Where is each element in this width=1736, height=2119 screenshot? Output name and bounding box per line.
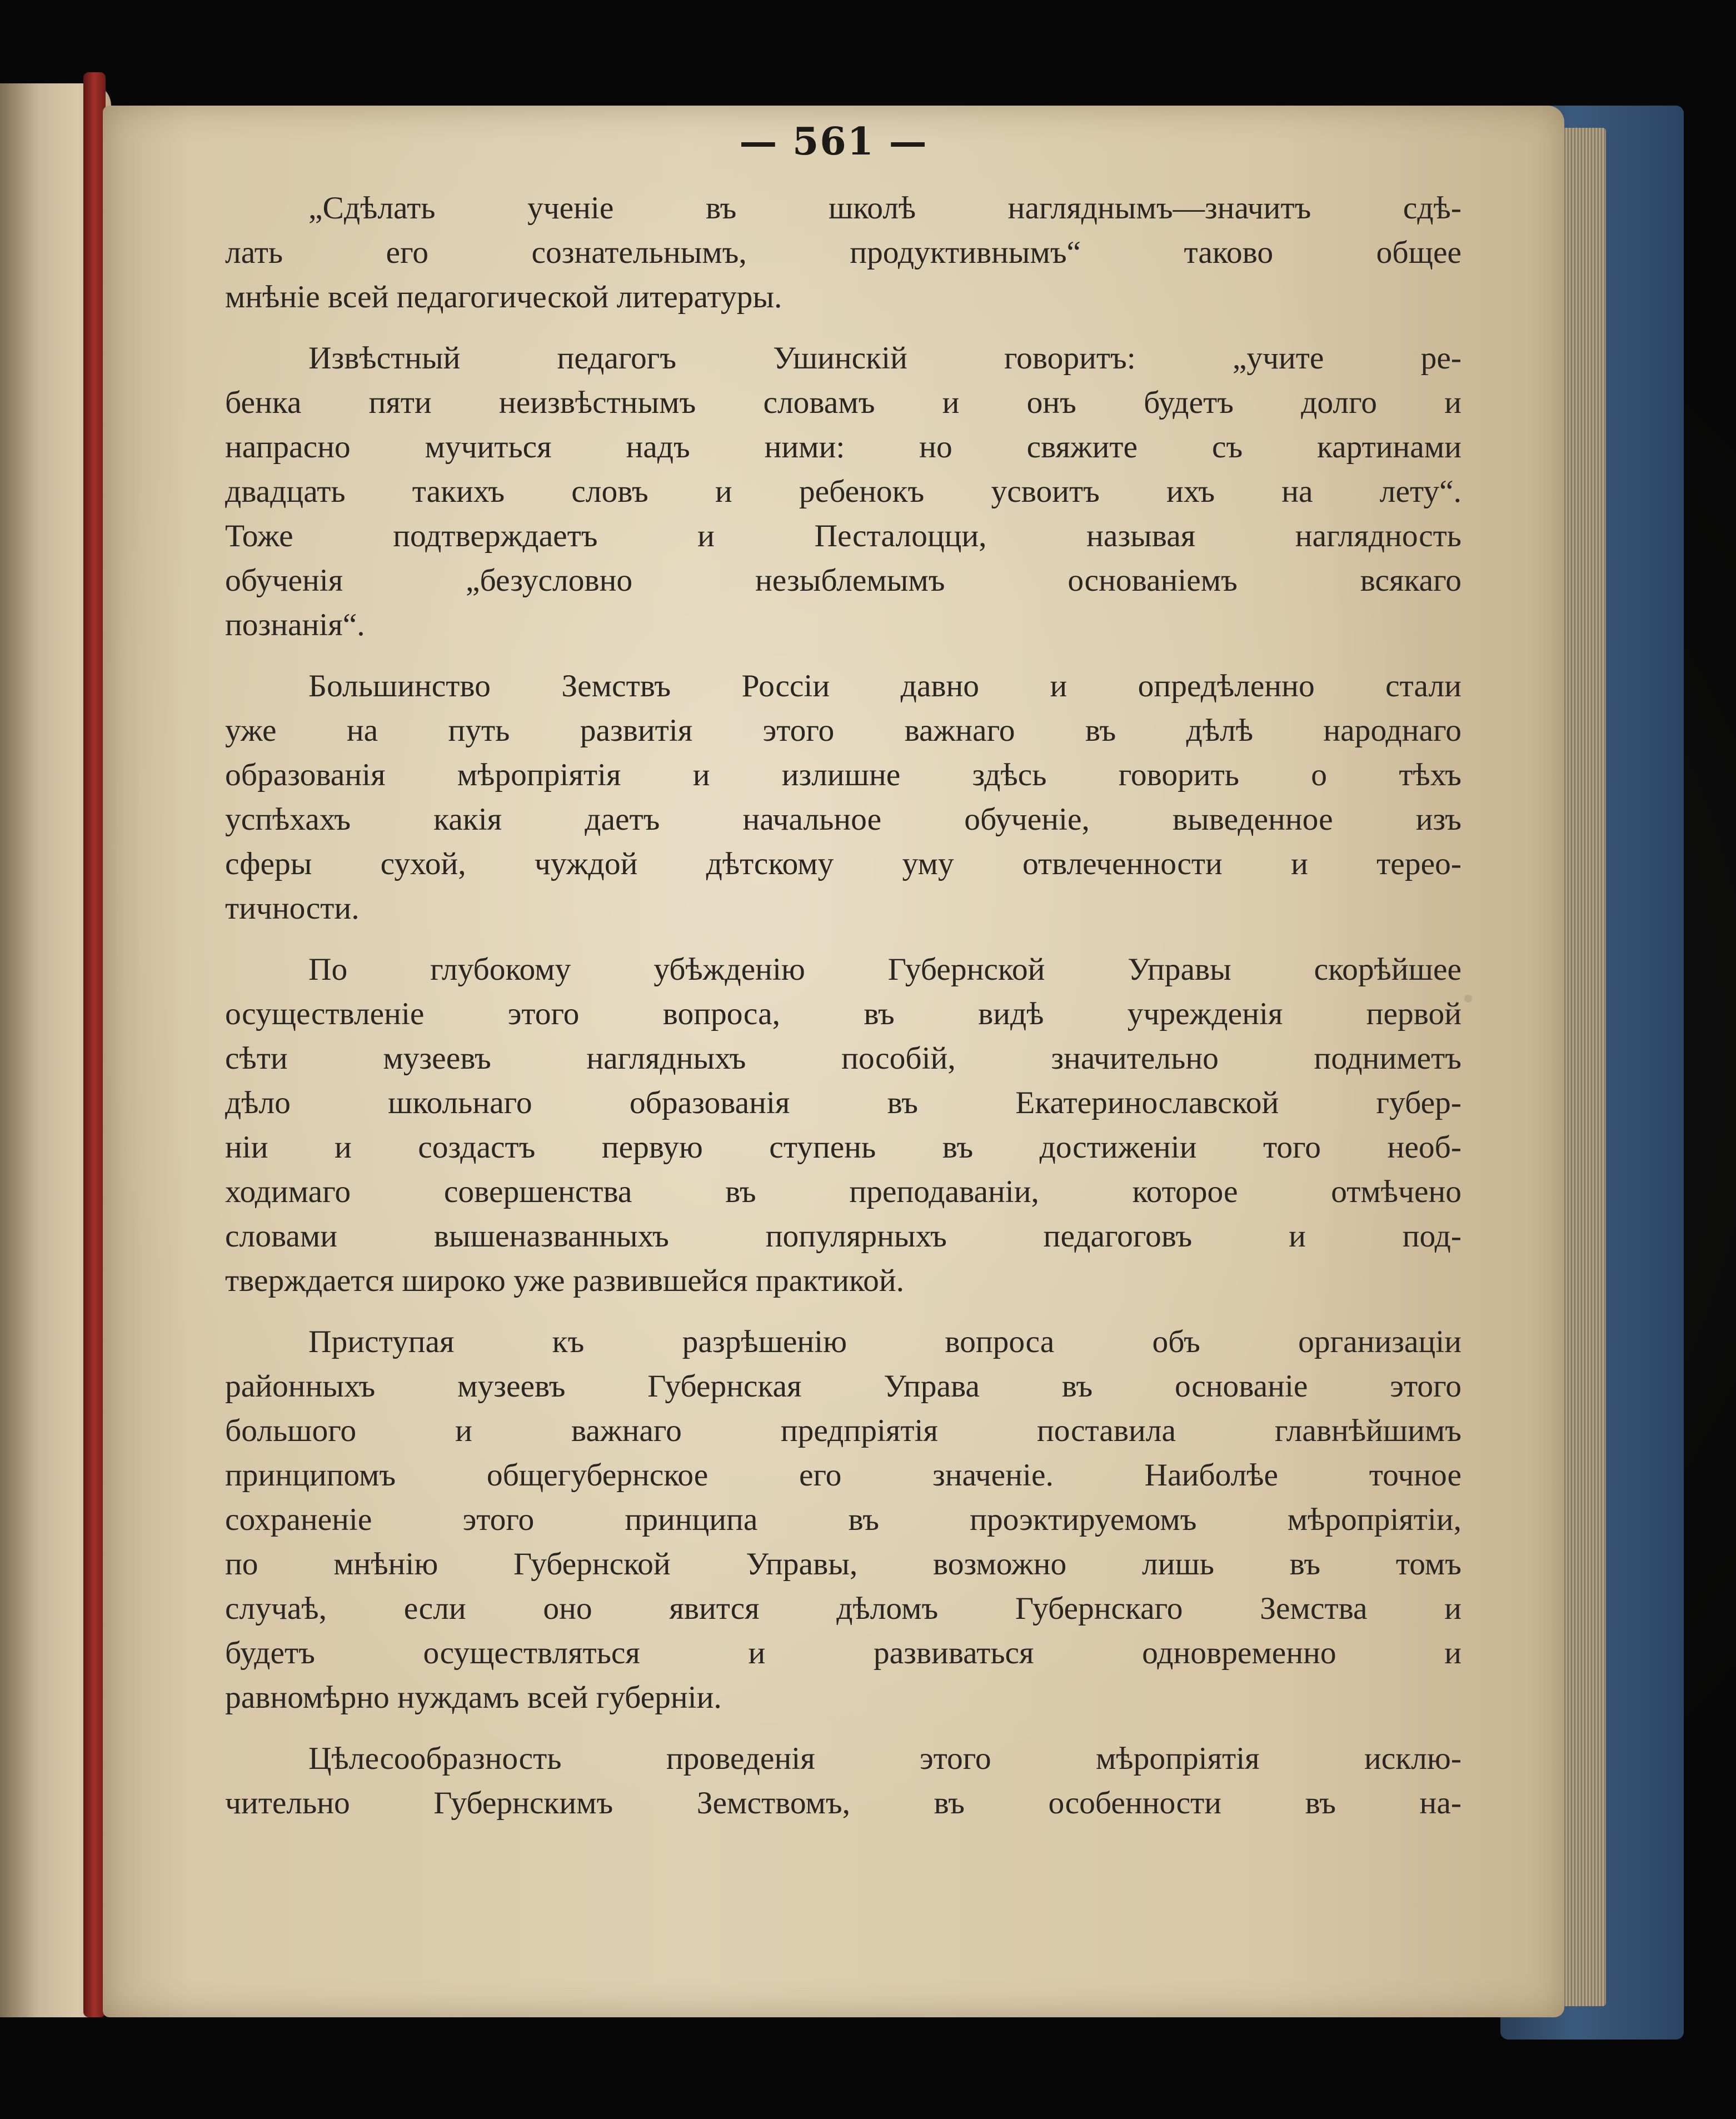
paragraph-5 [225,1320,1461,1720]
text-line: дѣло школьнаго образованія въ Екатеринославской губер- [225,1085,1461,1120]
text-line: „Сдѣлать ученіе въ школѣ нагляднымъ—значитъ сдѣ- [308,191,1461,226]
text-line: познанія“. [225,607,365,642]
text-line: словами вышеназванныхъ популярныхъ педагоговъ и под- [225,1219,1461,1254]
text-line: тверждается широко уже развившейся практикой. [225,1263,904,1298]
text-line: районныхъ музеевъ Губернская Управа въ основаніе этого [225,1369,1461,1404]
text-line: По глубокому убѣжденію Губернской Управы скорѣйшее [308,952,1461,987]
text-line: будетъ осуществляться и развиваться одновременно и [225,1636,1461,1671]
text-line: тичности. [225,891,360,926]
text-line: уже на путь развитія этого важнаго въ дѣлѣ народнаго [225,713,1461,748]
paragraph-3 [225,664,1461,931]
text-line: большого и важнаго предпріятія поставила главнѣйшимъ [225,1413,1461,1448]
text-line: лать его сознательнымъ, продуктивнымъ“ таково общее [225,235,1461,270]
text-line: принципомъ общегубернское его значеніе. Наиболѣе точное [225,1458,1461,1493]
text-line: Извѣстный педагогъ Ушинскій говоритъ: „учите ре- [308,341,1461,376]
text-line: обученія „безусловно незыблемымъ основаніемъ всякаго [225,563,1461,598]
text-line: Тоже подтверждаетъ и Песталоцци, называя наглядность [225,518,1461,554]
body-text [225,186,1461,1842]
paragraph-4 [225,948,1461,1303]
text-line: сохраненіе этого принципа въ проэктируемомъ мѣропріятіи, [225,1502,1461,1537]
text-line: образованія мѣропріятія и излишне здѣсь говорить о тѣхъ [225,757,1461,792]
text-line: Приступая къ разрѣшенію вопроса объ организаціи [308,1324,1461,1359]
text-line: случаѣ, если оно явится дѣломъ Губернскаго Земства и [225,1591,1461,1626]
text-line: сферы сухой, чуждой дѣтскому уму отвлеченности и терео- [225,846,1461,881]
paragraph-1 [225,186,1461,320]
page-number: — 561 — [739,119,928,164]
text-line: по мнѣнію Губернской Управы, возможно лишь въ томъ [225,1547,1461,1582]
book-page [103,106,1564,2017]
text-line: чительно Губернскимъ Земствомъ, въ особенности въ на- [225,1786,1461,1821]
paper-stain [1464,995,1472,1003]
paragraph-6 [225,1737,1461,1826]
text-line: Цѣлесообразность проведенія этого мѣропріятія исклю- [308,1741,1461,1776]
paragraph-2 [225,336,1461,647]
text-line: мнѣніе всей педагогической литературы. [225,280,782,315]
text-line: равномѣрно нуждамъ всей губерніи. [225,1680,722,1715]
text-line: сѣти музеевъ наглядныхъ пособій, значительно подниметъ [225,1041,1461,1076]
text-line: двадцать такихъ словъ и ребенокъ усвоитъ ихъ на лету“. [225,474,1461,509]
text-line: ходимаго совершенства въ преподаваніи, которое отмѣчено [225,1174,1461,1209]
text-line: напрасно мучиться надъ ними: но свяжите съ картинами [225,430,1461,465]
text-line: успѣхахъ какія даетъ начальное обученіе, выведенное изъ [225,802,1461,837]
red-book-edge [83,72,106,2017]
text-line: ніи и создастъ первую ступень въ достиженіи того необ- [225,1130,1461,1165]
text-line: осуществленіе этого вопроса, въ видѣ учрежденія первой [225,996,1461,1031]
text-line: бенка пяти неизвѣстнымъ словамъ и онъ будетъ долго и [225,385,1461,420]
text-line: Большинство Земствъ Россіи давно и опредѣленно стали [308,669,1461,704]
